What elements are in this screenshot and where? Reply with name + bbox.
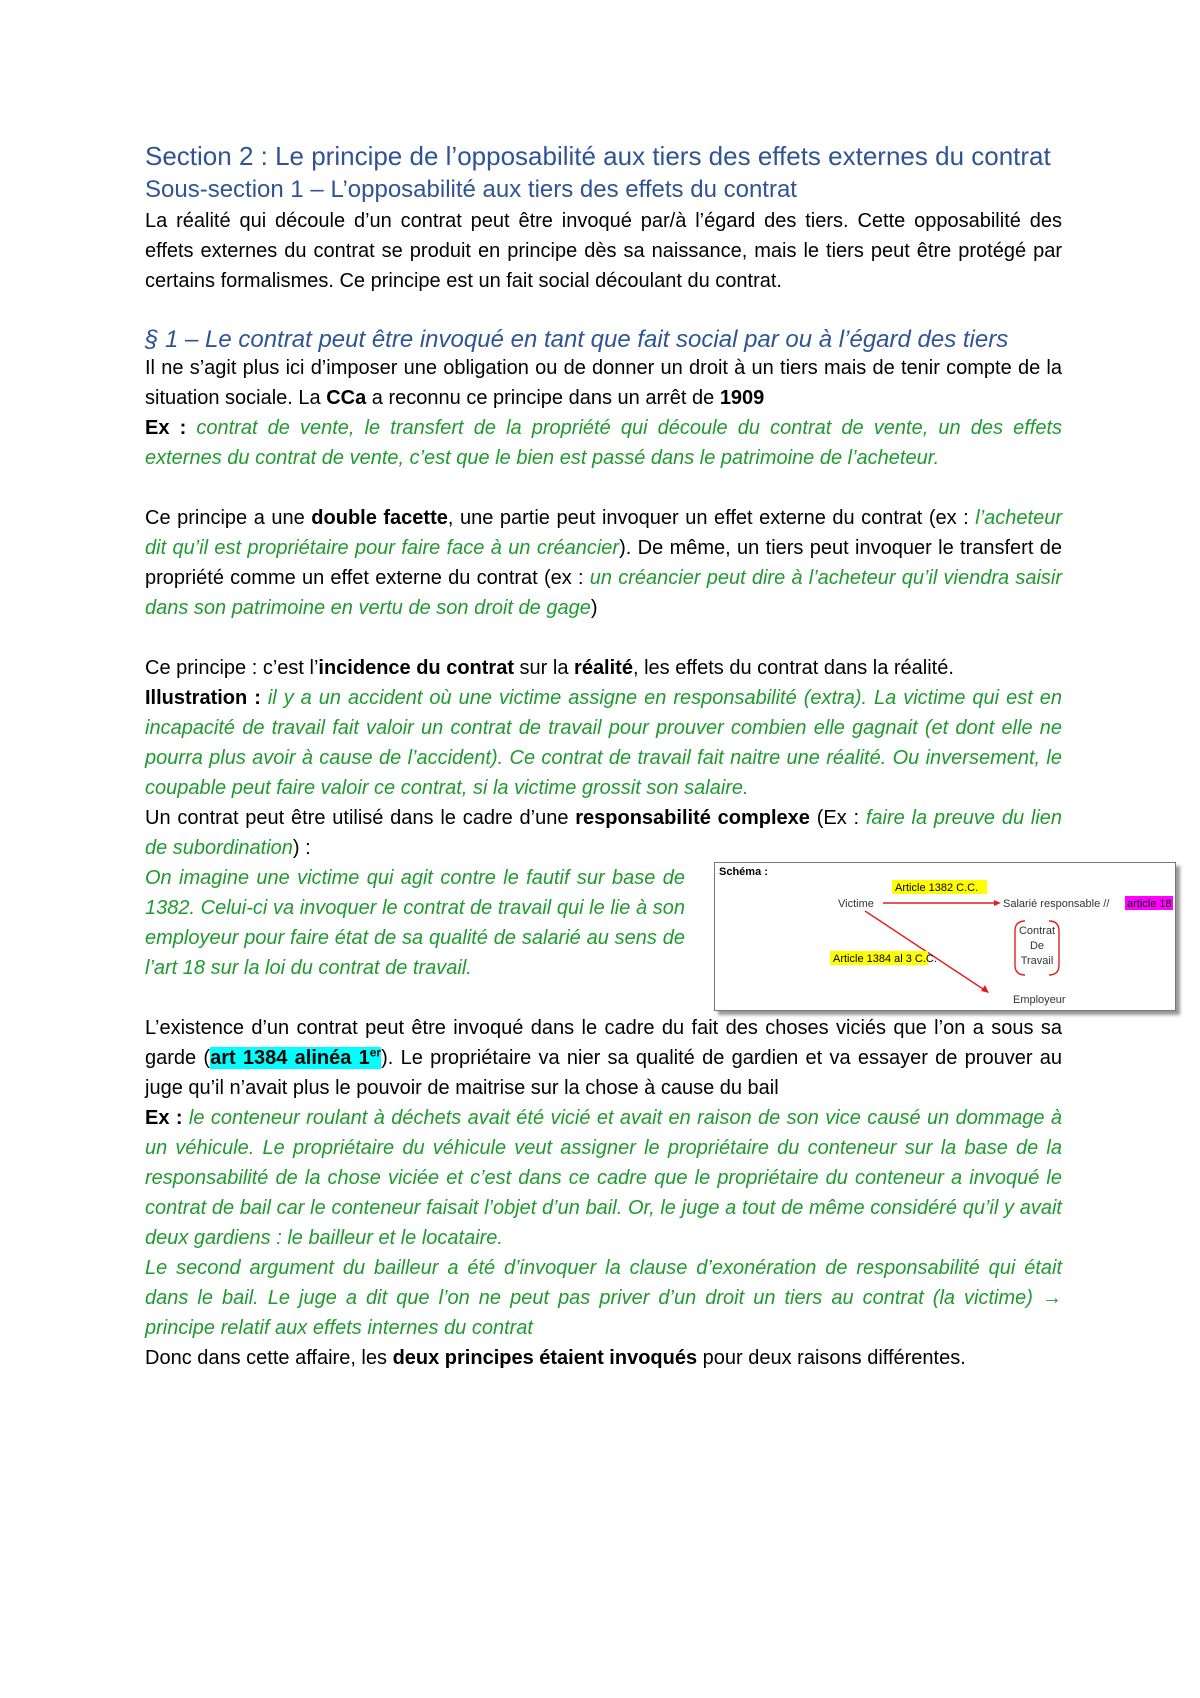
p6-article-sup: er	[369, 1045, 382, 1060]
arrowhead-1	[994, 900, 1001, 906]
conclusion-bold: deux principes étaient invoqués	[392, 1347, 698, 1369]
arrow-right-icon: →	[1042, 1287, 1062, 1309]
p2-text-g: )	[590, 597, 598, 619]
p2-text-c: , une partie peut invoquer un effet externe du contrat (ex :	[447, 507, 976, 529]
p4-responsabilite: responsabilité complexe	[575, 807, 810, 829]
p4-text-a: Un contrat peut être utilisé dans le cadre d’une	[145, 807, 576, 829]
document-page	[145, 140, 1172, 1373]
paragraph-4	[145, 803, 1062, 863]
p2-example-1: l’acheteur dit qu’il est propriétaire pour faire face à un créancier	[145, 507, 1063, 559]
p4-text-e: ) :	[292, 837, 311, 859]
schema-de: De	[1029, 940, 1045, 952]
p3-text-c: sur la	[514, 657, 575, 679]
schema-article18: article 18	[1127, 898, 1172, 910]
schema-victime: Victime	[838, 898, 874, 910]
ex2-label: Ex :	[145, 1107, 183, 1129]
p1-text-c: a reconnu ce principe dans un arrêt de	[366, 387, 720, 409]
p2-example-2: un créancier peut dire à l’acheteur qu’il viendra saisir dans son patrimoine en vertu de son droit de gage	[145, 567, 1062, 619]
paragraph-3	[145, 653, 1062, 683]
p3-incidence: incidence du contrat	[318, 657, 514, 679]
schema-art1382: Article 1382 C.C.	[895, 882, 979, 894]
p1-year: 1909	[719, 387, 765, 409]
intro-paragraph: La réalité qui découle d’un contrat peut être invoqué par/à l’égard des tiers. Cette opposabilité des effets externes du contrat se produit en principe dès sa naissance, mais le tiers peut être protégé par certains formalismes. Ce principe est un fait social découlant du contrat.	[145, 210, 1062, 292]
schema-art1384: Article 1384 al 3 C.C.	[833, 953, 937, 965]
p6-text-c: ). Le propriétaire va nier sa qualité de gardien et va essayer de prouver au juge qu’il n’avait plus le pouvoir de maitrise sur la chose à cause du bail	[145, 1047, 1062, 1099]
ex1-text: contrat de vente, le transfert de la propriété qui découle du contrat de vente, un des effets externes du contrat de vente, c’est que le bien est passé dans le patrimoine de l’acheteur.	[145, 417, 1063, 469]
example-2	[145, 1103, 1062, 1253]
illustration-text: il y a un accident où une victime assigne en responsabilité (extra). La victime qui est en incapacité de travail fait valoir un contrat de travail pour prouver combien elle gagnait (et dont elle ne pourra plus avoir à cause de l’accident). Ce contrat de travail fait naitre une réalité. Ou inversement, le coupable peut faire valoir ce contrat, si la victime grossit son salaire.	[145, 687, 1062, 799]
paragraph-1	[145, 353, 1062, 413]
example-1	[145, 413, 1062, 473]
example-2-continued	[145, 1253, 1062, 1343]
p4-text-c: (Ex :	[809, 807, 866, 829]
ex2-text: le conteneur roulant à déchets avait été vicié et avait en raison de son vice causé un dommage à un véhicule. Le propriétaire du véhicule veut assigner le propriétaire du conteneur sur la base de la responsabilité de la chose viciée et c’est dans ce cadre que le propriétaire du conteneur a invoqué le contrat de bail car le conteneur faisait l’objet d’un bail. Or, le juge a tout de même considéré qu’il y avait deux gardiens : le bailleur et le locataire.	[145, 1107, 1063, 1249]
p3-text-e: , les effets du contrat dans la réalité.	[632, 657, 954, 679]
ex2b-text: Le second argument du bailleur a été d’invoquer la clause d’exonération de responsabilité qui était dans le bail. Le juge a dit que l’on ne peut pas priver d’un droit un tiers au contrat (la victime)	[145, 1257, 1062, 1309]
conclusion-text-c: pour deux raisons différentes.	[697, 1347, 966, 1369]
illustration-label: Illustration :	[145, 687, 261, 709]
paragraph-2	[145, 503, 1062, 623]
schema-travail: Travail	[1020, 955, 1054, 967]
p3-text-a: Ce principe : c’est l’	[145, 657, 319, 679]
p1-cca: CCa	[326, 387, 367, 409]
p2-text-e: ). De même, un tiers peut invoquer le transfert de propriété comme un effet externe du contrat (ex :	[145, 537, 1062, 589]
conclusion-text-a: Donc dans cette affaire, les	[145, 1347, 393, 1369]
schema-section	[145, 863, 1172, 1006]
schema-employeur: Employeur	[1013, 994, 1066, 1006]
arrow-victime-employeur	[865, 911, 983, 989]
subsection-title: Sous-section 1 – L’opposabilité aux tiers des effets du contrat	[145, 176, 797, 203]
schema-contrat: Contrat	[1018, 925, 1056, 937]
schema-title: Schéma :	[719, 866, 768, 878]
p2-text-a: Ce principe a une	[145, 507, 312, 529]
schema-salarie: Salarié responsable //	[1003, 898, 1110, 910]
p1-text-a: Il ne s’agit plus ici d’imposer une obligation ou de donner un droit à un tiers mais de tenir compte de la situation sociale. La	[145, 357, 1062, 409]
p6-article: art 1384 alinéa 1	[210, 1047, 370, 1069]
schema-diagram	[715, 863, 1175, 1010]
paragraph-heading: § 1 – Le contrat peut être invoqué en tant que fait social par ou à l’égard des tiers	[145, 326, 1009, 353]
paragraph-5: On imagine une victime qui agit contre le fautif sur base de 1382. Celui-ci va invoquer le contrat de travail qui le lie à son employeur pour faire état de sa qualité de salarié au sens de l’art 18 sur la loi du contrat de travail.	[145, 867, 685, 979]
conclusion-paragraph	[145, 1343, 1062, 1373]
paragraph-6	[145, 1013, 1062, 1103]
p3-realite: réalité	[574, 657, 633, 679]
article-1384-highlight	[210, 1047, 381, 1069]
schema-figure	[714, 862, 1176, 1011]
ex2b-end: principe relatif aux effets internes du contrat	[145, 1317, 533, 1339]
ex1-label: Ex :	[145, 417, 187, 439]
p4-example: faire la preuve du lien de subordination	[145, 807, 1063, 859]
section-title: Section 2 : Le principe de l’opposabilité aux tiers des effets externes du contrat	[145, 141, 1051, 171]
illustration-paragraph	[145, 683, 1062, 803]
p6-text-a: L’existence d’un contrat peut être invoqué dans le cadre du fait des choses viciés que l’on a sous sa garde (	[145, 1017, 1062, 1069]
p2-double-facette: double facette	[311, 507, 448, 529]
